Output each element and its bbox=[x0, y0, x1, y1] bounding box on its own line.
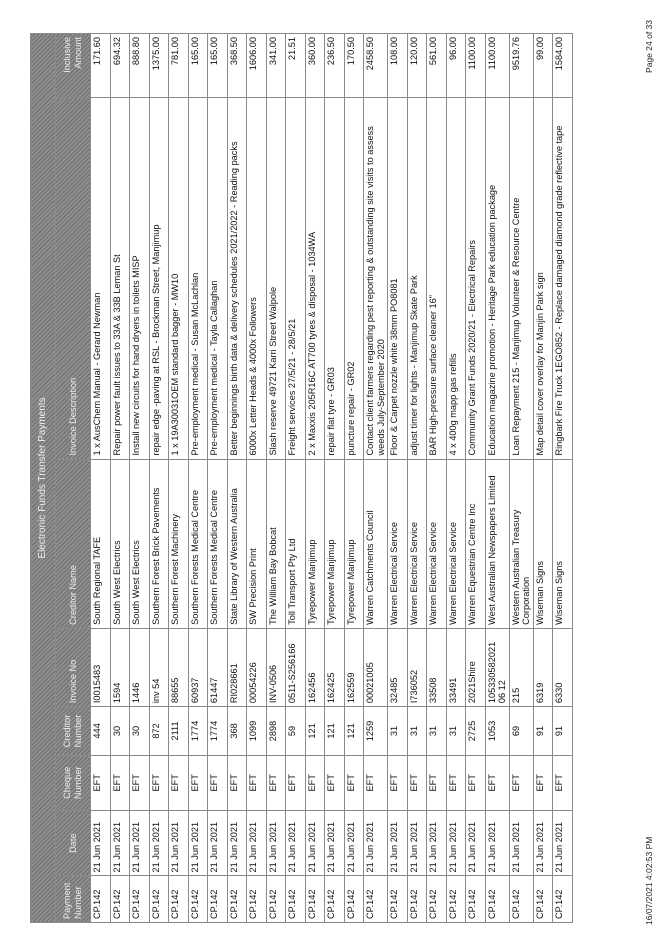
cell-payment-number: CP.142 bbox=[286, 876, 306, 923]
cell-invoice-no: 1594 bbox=[110, 628, 130, 706]
cell-invoice-no: 32485 bbox=[388, 628, 408, 706]
cell-invoice-no: 6330 bbox=[553, 628, 573, 706]
cell-date: 21 Jun 2021 bbox=[553, 810, 573, 876]
cell-invoice-no: 61447 bbox=[208, 628, 228, 706]
cell-creditor-number: 31 bbox=[388, 707, 408, 756]
cell-cheque-number: EFT bbox=[509, 755, 533, 810]
col-header-creditor-number: Creditor Number bbox=[56, 707, 91, 756]
cell-creditor-name: SW Precision Print bbox=[247, 459, 267, 628]
cell-creditor-number: 1259 bbox=[364, 707, 388, 756]
cell-payment-number: CP.142 bbox=[130, 876, 150, 923]
cell-invoice-no: 00054226 bbox=[247, 628, 267, 706]
cell-creditor-number: 1053 bbox=[485, 707, 509, 756]
cell-invoice-no: 162559 bbox=[344, 628, 364, 706]
cell-payment-number: CP.142 bbox=[208, 876, 228, 923]
cell-creditor-number: 2898 bbox=[266, 707, 286, 756]
cell-creditor-name: Warren Electrical Service bbox=[427, 459, 447, 628]
cell-cheque-number: EFT bbox=[130, 755, 150, 810]
cell-invoice-description: Community Grant Funds 2020/21 - Electrical Repairs bbox=[466, 97, 486, 459]
cell-creditor-name: Warren Electrical Service bbox=[407, 459, 427, 628]
cell-cheque-number: EFT bbox=[305, 755, 325, 810]
cell-date: 21 Jun 2021 bbox=[266, 810, 286, 876]
cell-cheque-number: EFT bbox=[427, 755, 447, 810]
cell-date: 21 Jun 2021 bbox=[286, 810, 306, 876]
cell-creditor-name: Tyrepower Manjimup bbox=[305, 459, 325, 628]
cell-inclusive-amount: 9519.76 bbox=[509, 34, 533, 98]
table-row bbox=[305, 34, 325, 923]
cell-creditor-name: Southern Forests Medical Centre bbox=[208, 459, 228, 628]
table-row bbox=[227, 34, 247, 923]
cell-inclusive-amount: 694.32 bbox=[110, 34, 130, 98]
table-row bbox=[485, 34, 509, 923]
cell-invoice-description: puncture repair - GR02 bbox=[344, 97, 364, 459]
col-header-inclusive-amount: Inclusive Amount bbox=[56, 34, 91, 98]
cell-invoice-description: Freight services 27/5/21 - 28/5/21 bbox=[286, 97, 306, 459]
col-header-invoice-description: Invoice Description bbox=[56, 97, 91, 459]
cell-invoice-description: BAR High-pressure surface cleaner 16" bbox=[427, 97, 447, 459]
cell-creditor-number: 31 bbox=[446, 707, 466, 756]
cell-inclusive-amount: 165.00 bbox=[208, 34, 228, 98]
print-timestamp: 16/07/2021 4:02:53 PM bbox=[644, 836, 654, 925]
cell-invoice-no: 60937 bbox=[188, 628, 208, 706]
cell-invoice-description: repair flat tyre - GR03 bbox=[325, 97, 345, 459]
cell-cheque-number: EFT bbox=[466, 755, 486, 810]
cell-invoice-no: 33491 bbox=[446, 628, 466, 706]
cell-cheque-number: EFT bbox=[149, 755, 169, 810]
cell-creditor-name: Warren Electrical Service bbox=[446, 459, 466, 628]
payments-table bbox=[30, 33, 573, 923]
cell-creditor-name: Toll Transport Pty Ltd bbox=[286, 459, 306, 628]
cell-invoice-no: 162425 bbox=[325, 628, 345, 706]
table-row bbox=[466, 34, 486, 923]
cell-payment-number: CP.142 bbox=[266, 876, 286, 923]
col-header-cheque-number: Cheque Number bbox=[56, 755, 91, 810]
cell-inclusive-amount: 21.51 bbox=[286, 34, 306, 98]
cell-invoice-no: 162456 bbox=[305, 628, 325, 706]
cell-cheque-number: EFT bbox=[485, 755, 509, 810]
cell-creditor-name: The William Bay Bobcat bbox=[266, 459, 286, 628]
cell-creditor-number: 1774 bbox=[208, 707, 228, 756]
table-row bbox=[208, 34, 228, 923]
cell-cheque-number: EFT bbox=[110, 755, 130, 810]
cell-creditor-name: West Australian Newspapers Limited bbox=[485, 459, 509, 628]
table-row bbox=[149, 34, 169, 923]
cell-invoice-no: 33508 bbox=[427, 628, 447, 706]
cell-creditor-number: 31 bbox=[407, 707, 427, 756]
table-row bbox=[364, 34, 388, 923]
cell-payment-number: CP.142 bbox=[553, 876, 573, 923]
table-row bbox=[446, 34, 466, 923]
cell-creditor-number: 31 bbox=[427, 707, 447, 756]
cell-payment-number: CP.142 bbox=[446, 876, 466, 923]
cell-creditor-name: South West Electrics bbox=[110, 459, 130, 628]
cell-date: 21 Jun 2021 bbox=[344, 810, 364, 876]
table-row bbox=[91, 34, 111, 923]
cell-cheque-number: EFT bbox=[286, 755, 306, 810]
table-row bbox=[509, 34, 533, 923]
table-row bbox=[286, 34, 306, 923]
cell-invoice-description: Install new circuits for hand dryers in toilets MISP bbox=[130, 97, 150, 459]
cell-creditor-number: 2725 bbox=[466, 707, 486, 756]
cell-invoice-no: 0511-S256166 bbox=[286, 628, 306, 706]
cell-inclusive-amount: 171.60 bbox=[91, 34, 111, 98]
table-row bbox=[169, 34, 189, 923]
cell-creditor-number: 121 bbox=[325, 707, 345, 756]
cell-creditor-name: Warren Catchments Council bbox=[364, 459, 388, 628]
cell-cheque-number: EFT bbox=[266, 755, 286, 810]
cell-cheque-number: EFT bbox=[344, 755, 364, 810]
table-row bbox=[388, 34, 408, 923]
cell-invoice-description: adjust timer for lights - Manjimup Skate Park bbox=[407, 97, 427, 459]
cell-creditor-number: 59 bbox=[286, 707, 306, 756]
cell-invoice-description: Slash reserve 49721 Karri Street Walpole bbox=[266, 97, 286, 459]
cell-creditor-number: 2111 bbox=[169, 707, 189, 756]
cell-inclusive-amount: 781.00 bbox=[169, 34, 189, 98]
table-row bbox=[247, 34, 267, 923]
cell-invoice-description: Pre-employment medical - Tayla Callaghan bbox=[208, 97, 228, 459]
cell-payment-number: CP.142 bbox=[110, 876, 130, 923]
cell-invoice-no: 88655 bbox=[169, 628, 189, 706]
cell-invoice-description: Repair power fault issues to 33A & 33B Leman St bbox=[110, 97, 130, 459]
cell-payment-number: CP.142 bbox=[169, 876, 189, 923]
cell-date: 21 Jun 2021 bbox=[325, 810, 345, 876]
cell-payment-number: CP.142 bbox=[509, 876, 533, 923]
col-header-creditor-name: Creditor Name bbox=[56, 459, 91, 628]
cell-inclusive-amount: 341.00 bbox=[266, 34, 286, 98]
cell-creditor-name: Wiseman Signs bbox=[533, 459, 553, 628]
cell-date: 21 Jun 2021 bbox=[188, 810, 208, 876]
cell-inclusive-amount: 1100.00 bbox=[466, 34, 486, 98]
cell-cheque-number: EFT bbox=[227, 755, 247, 810]
cell-cheque-number: EFT bbox=[553, 755, 573, 810]
cell-payment-number: CP.142 bbox=[344, 876, 364, 923]
cell-inclusive-amount: 2458.50 bbox=[364, 34, 388, 98]
cell-creditor-number: 30 bbox=[110, 707, 130, 756]
cell-creditor-name: Tyrepower Manjimup bbox=[344, 459, 364, 628]
cell-invoice-description: 1 x AusChem Manual - Gerard Newman bbox=[91, 97, 111, 459]
table-row bbox=[266, 34, 286, 923]
cell-payment-number: CP.142 bbox=[325, 876, 345, 923]
cell-payment-number: CP.142 bbox=[533, 876, 553, 923]
cell-date: 21 Jun 2021 bbox=[208, 810, 228, 876]
cell-date: 21 Jun 2021 bbox=[466, 810, 486, 876]
cell-creditor-name: Southern Forest Brick Pavements bbox=[149, 459, 169, 628]
table-title: Electronic Funds Transfer Payments bbox=[31, 34, 56, 923]
cell-date: 21 Jun 2021 bbox=[446, 810, 466, 876]
cell-payment-number: CP.142 bbox=[466, 876, 486, 923]
cell-inclusive-amount: 561.00 bbox=[427, 34, 447, 98]
col-header-date: Date bbox=[56, 810, 91, 876]
cell-cheque-number: EFT bbox=[407, 755, 427, 810]
cell-cheque-number: EFT bbox=[208, 755, 228, 810]
table-row bbox=[427, 34, 447, 923]
cell-payment-number: CP.142 bbox=[407, 876, 427, 923]
cell-invoice-description: Contact client farmers regarding pest reporting & outstanding site visits to assess weeds July-September 2020 bbox=[364, 97, 388, 459]
cell-cheque-number: EFT bbox=[446, 755, 466, 810]
cell-cheque-number: EFT bbox=[188, 755, 208, 810]
table-row bbox=[110, 34, 130, 923]
cell-cheque-number: EFT bbox=[169, 755, 189, 810]
cell-invoice-description: Better beginnings birth data & delivery schedules 2021/2022 - Reading packs bbox=[227, 97, 247, 459]
cell-creditor-number: 872 bbox=[149, 707, 169, 756]
cell-invoice-description: 4 x 400g mapp gas refills bbox=[446, 97, 466, 459]
cell-invoice-description: Floor & Carpet nozzle white 38mm PO8081 bbox=[388, 97, 408, 459]
cell-creditor-number: 121 bbox=[305, 707, 325, 756]
cell-date: 21 Jun 2021 bbox=[533, 810, 553, 876]
cell-creditor-number: 368 bbox=[227, 707, 247, 756]
cell-cheque-number: EFT bbox=[388, 755, 408, 810]
cell-invoice-no: 6319 bbox=[533, 628, 553, 706]
col-header-payment-number: Payment Number bbox=[56, 876, 91, 923]
cell-creditor-number: 121 bbox=[344, 707, 364, 756]
cell-payment-number: CP.142 bbox=[388, 876, 408, 923]
cell-creditor-name: Southern Forest Machinery bbox=[169, 459, 189, 628]
table-row bbox=[188, 34, 208, 923]
cell-creditor-name: South West Electrics bbox=[130, 459, 150, 628]
cell-payment-number: CP.142 bbox=[91, 876, 111, 923]
cell-date: 21 Jun 2021 bbox=[227, 810, 247, 876]
table-row bbox=[344, 34, 364, 923]
cell-cheque-number: EFT bbox=[364, 755, 388, 810]
cell-inclusive-amount: 120.00 bbox=[407, 34, 427, 98]
cell-inclusive-amount: 99.00 bbox=[533, 34, 553, 98]
cell-invoice-no: 215 bbox=[509, 628, 533, 706]
cell-invoice-no: 2021Shire bbox=[466, 628, 486, 706]
cell-inclusive-amount: 165.00 bbox=[188, 34, 208, 98]
cell-date: 21 Jun 2021 bbox=[169, 810, 189, 876]
cell-invoice-description: Map detail cover overlay for Manjin Park sign bbox=[533, 97, 553, 459]
table-row bbox=[325, 34, 345, 923]
cell-invoice-description: Loan Repayment 215 - Manjimup Volunteer & Resource Centre bbox=[509, 97, 533, 459]
cell-invoice-description: Ringbark Fire Truck 1EGO852 - Replace damaged diamond grade reflective tape bbox=[553, 97, 573, 459]
cell-creditor-number: 1099 bbox=[247, 707, 267, 756]
table-row bbox=[553, 34, 573, 923]
cell-date: 21 Jun 2021 bbox=[110, 810, 130, 876]
cell-payment-number: CP.142 bbox=[305, 876, 325, 923]
cell-payment-number: CP.142 bbox=[188, 876, 208, 923]
cell-creditor-number: 30 bbox=[130, 707, 150, 756]
cell-date: 21 Jun 2021 bbox=[305, 810, 325, 876]
cell-invoice-description: 6000x Letter Heads & 4000x Followers bbox=[247, 97, 267, 459]
cell-payment-number: CP.142 bbox=[227, 876, 247, 923]
cell-invoice-no: I0015483 bbox=[91, 628, 111, 706]
cell-date: 21 Jun 2021 bbox=[91, 810, 111, 876]
cell-date: 21 Jun 2021 bbox=[247, 810, 267, 876]
cell-creditor-name: Tyrepower Manjimup bbox=[325, 459, 345, 628]
cell-inclusive-amount: 1584.00 bbox=[553, 34, 573, 98]
cell-inclusive-amount: 1100.00 bbox=[485, 34, 509, 98]
table-row bbox=[533, 34, 553, 923]
cell-inclusive-amount: 96.00 bbox=[446, 34, 466, 98]
cell-payment-number: CP.142 bbox=[149, 876, 169, 923]
cell-invoice-description: Education magazine promotion - Heritage Park education package bbox=[485, 97, 509, 459]
cell-cheque-number: EFT bbox=[247, 755, 267, 810]
cell-date: 21 Jun 2021 bbox=[149, 810, 169, 876]
cell-creditor-name: State Library of Western Australia bbox=[227, 459, 247, 628]
cell-date: 21 Jun 2021 bbox=[509, 810, 533, 876]
cell-creditor-name: Southern Forests Medical Centre bbox=[188, 459, 208, 628]
cell-date: 21 Jun 2021 bbox=[485, 810, 509, 876]
cell-inclusive-amount: 108.00 bbox=[388, 34, 408, 98]
cell-invoice-no: INV-0506 bbox=[266, 628, 286, 706]
cell-date: 21 Jun 2021 bbox=[427, 810, 447, 876]
cell-invoice-description: repair edge -paving at RSL - Brockman Street, Manjimup bbox=[149, 97, 169, 459]
cell-invoice-description: 2 x Maxxis 205R16C AT700 tyres & disposal - 1034WA bbox=[305, 97, 325, 459]
cell-creditor-name: South Regional TAFE bbox=[91, 459, 111, 628]
cell-payment-number: CP.142 bbox=[247, 876, 267, 923]
cell-creditor-number: 69 bbox=[509, 707, 533, 756]
cell-invoice-no: I736052 bbox=[407, 628, 427, 706]
cell-creditor-number: 1774 bbox=[188, 707, 208, 756]
cell-payment-number: CP.142 bbox=[364, 876, 388, 923]
cell-inclusive-amount: 170.50 bbox=[344, 34, 364, 98]
cell-invoice-no: 00021005 bbox=[364, 628, 388, 706]
cell-invoice-no: 105330582021 06 12 bbox=[485, 628, 509, 706]
cell-inclusive-amount: 360.00 bbox=[305, 34, 325, 98]
cell-invoice-no: RI028661 bbox=[227, 628, 247, 706]
table-row bbox=[407, 34, 427, 923]
cell-cheque-number: EFT bbox=[533, 755, 553, 810]
cell-invoice-description: 1 x 19A30031OEM standard bagger - MW10 bbox=[169, 97, 189, 459]
page-number: Page 24 of 33 bbox=[644, 20, 654, 73]
cell-payment-number: CP.142 bbox=[427, 876, 447, 923]
cell-invoice-no: 1446 bbox=[130, 628, 150, 706]
cell-cheque-number: EFT bbox=[91, 755, 111, 810]
cell-creditor-name: Warren Electrical Service bbox=[388, 459, 408, 628]
cell-creditor-name: Wiseman Signs bbox=[553, 459, 573, 628]
cell-creditor-number: 91 bbox=[553, 707, 573, 756]
table-body bbox=[91, 34, 573, 923]
cell-payment-number: CP.142 bbox=[485, 876, 509, 923]
cell-date: 21 Jun 2021 bbox=[364, 810, 388, 876]
cell-inclusive-amount: 368.50 bbox=[227, 34, 247, 98]
cell-date: 21 Jun 2021 bbox=[388, 810, 408, 876]
cell-date: 21 Jun 2021 bbox=[130, 810, 150, 876]
cell-inclusive-amount: 888.80 bbox=[130, 34, 150, 98]
cell-inclusive-amount: 1375.00 bbox=[149, 34, 169, 98]
cell-creditor-name: Western Australian Treasury Corporation bbox=[509, 459, 533, 628]
cell-inclusive-amount: 1606.00 bbox=[247, 34, 267, 98]
cell-invoice-description: Pre-employment medical - Susan McLachlan bbox=[188, 97, 208, 459]
cell-creditor-number: 91 bbox=[533, 707, 553, 756]
cell-date: 21 Jun 2021 bbox=[407, 810, 427, 876]
cell-creditor-number: 444 bbox=[91, 707, 111, 756]
col-header-invoice-no: Invoice No bbox=[56, 628, 91, 706]
cell-inclusive-amount: 236.50 bbox=[325, 34, 345, 98]
cell-invoice-no: inv 54 bbox=[149, 628, 169, 706]
cell-cheque-number: EFT bbox=[325, 755, 345, 810]
table-row bbox=[130, 34, 150, 923]
cell-creditor-name: Warren Equestrian Centre Inc bbox=[466, 459, 486, 628]
